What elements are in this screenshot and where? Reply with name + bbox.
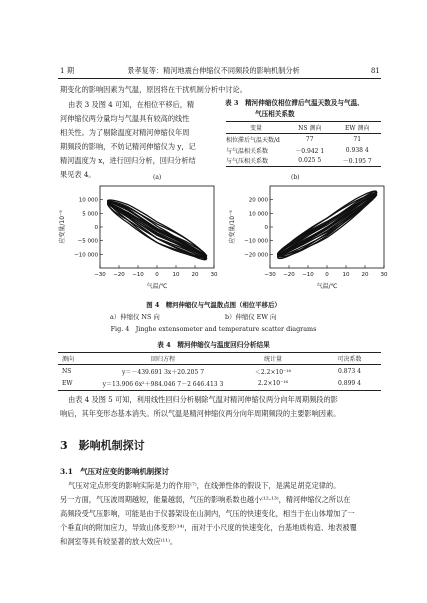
table3-cell: 与气压相关系数 (226, 158, 269, 166)
y-tick-label: 10 000 (78, 197, 98, 204)
table3-header-ns: NS 测向 (298, 125, 322, 132)
para-31-line-2: 高频段受气压影响，可能是由于仪器架设在山洞内，气压的快速变化，相当于在山体增加了一 (60, 509, 355, 518)
y-tick-label: 0 (264, 225, 268, 231)
figure4-sub-a: a）伸缩仪 NS 向 (110, 313, 160, 321)
table3-title-line-1: 气压相关系数 (255, 110, 295, 118)
y-tick-label: 10 000 (248, 211, 268, 218)
figure4-caption-cn: 图 4 精河伸缩仪与气温散点图（相位平移后） (146, 301, 281, 309)
para-31-line-0: 气压对定点形变的影响实际是力的作用⁽⁷⁾，在线弹性体的假设下，是满足胡克定律的。 (68, 481, 341, 490)
intro-line-2: 河伸缩仪两分量均与气温具有较高的线性 (60, 114, 190, 123)
y-tick-label: 20 000 (248, 197, 268, 204)
x-tick-label: 0 (155, 272, 159, 278)
table4-cell: NS (62, 367, 72, 375)
y-tick-label: 0 (94, 225, 98, 231)
scatter-chart-b (226, 180, 396, 298)
para-after-line-1: 响后，其年变形态基本消失。所以气温是精河伸缩仪两分向年周期频段的主要影响因素。 (60, 409, 341, 418)
intro-line-1: 由表 3 及图 4 可知，在相位平移后，精 (68, 100, 195, 109)
x-tick-label: −10 (302, 272, 314, 278)
table3-cell: 相位滞后气温天数/d (226, 136, 280, 144)
y-tick-label: −10 000 (244, 238, 268, 245)
intro-line-3: 相关性。为了剔除温度对精河伸缩仪年周 (60, 128, 190, 137)
y-axis-label: 应变量/10⁻⁹ (229, 210, 236, 244)
table3-title-line-0: 表 3 精河伸缩仪相位滞后气温天数及与气温、 (225, 99, 364, 107)
section-3-1-heading: 3.1 气压对应变的影响机制探讨 (60, 467, 169, 476)
table4-cell: ＜2.2×10⁻¹⁶ (254, 368, 292, 376)
table3-cell: －0.195 7 (342, 158, 372, 166)
table3-cell: 与气温相关系数 (226, 147, 269, 155)
scatter-loop (278, 195, 377, 257)
header-title: 景孝复等：精河地震台伸缩仪不同频段的影响机制分析 (127, 66, 300, 75)
x-tick-label: −20 (283, 272, 295, 278)
x-tick-label: 10 (172, 272, 180, 278)
table4-cell: y＝－439.691 3x＋20.205 7 (121, 368, 205, 376)
table3-cell: 71 (353, 135, 362, 143)
para-31-line-4: 和洞室等具有较显著的放大效应⁽¹¹⁾。 (60, 537, 178, 546)
x-tick-label: 20 (191, 272, 199, 278)
panel-a-label: (a) (153, 174, 162, 181)
para-31-line-3: 个垂直向的附加应力，导致山体变形⁽¹⁴⁾，而对于小尺度的快速变化，台基地质构造、地表被覆 (60, 523, 357, 532)
x-tick-label: 30 (380, 272, 388, 278)
intro-line-0: 期变化的影响因素为气温，原因将在干扰机制分析中讨论。 (60, 85, 247, 94)
y-tick-label: −10 000 (74, 252, 98, 259)
table4-header-statistic: 统计量 (263, 356, 282, 363)
table4-header-equation: 回归方程 (150, 356, 175, 363)
table4-title: 表 4 精河伸缩仪与温度回归分析结果 (157, 341, 270, 349)
table3-cell: －0.942 1 (295, 147, 325, 155)
x-tick-label: −20 (113, 272, 125, 278)
scatter-chart-a (56, 180, 226, 298)
x-tick-label: −10 (132, 272, 144, 278)
x-tick-label: −30 (94, 272, 106, 278)
x-axis-label: 气温/℃ (316, 283, 338, 290)
x-tick-label: 20 (361, 272, 369, 278)
table4-cell: 0.899 4 (338, 380, 361, 388)
header-rule (58, 78, 381, 79)
header-issue: 1 期 (60, 66, 75, 75)
intro-line-4: 期频段的影响，不妨记精河伸缩仪为 y，记 (60, 142, 196, 151)
table3-cell: 0.025 5 (298, 157, 322, 165)
table4-cell: EW (62, 380, 73, 388)
table4-cell: y＝13.906 6x²＋984.046 7－2 646.413 3 (102, 381, 224, 389)
table3-cell: 0.938 4 (345, 146, 369, 154)
table3-header-variable: 变量 (249, 125, 262, 132)
para-after-line-0: 由表 4 及图 5 可知，利用线性回归分析剔除气温对精河伸缩仪两分向年周期频段的影 (68, 395, 338, 404)
x-tick-label: 30 (210, 272, 218, 278)
intro-line-6: 果见表 4。 (60, 170, 96, 179)
table3-header-ew: EW 测向 (345, 125, 370, 132)
table4-header-direction: 测向 (62, 356, 75, 363)
y-tick-label: −5 000 (77, 238, 98, 245)
x-tick-label: −30 (264, 272, 276, 278)
table4-cell: 2.2×10⁻¹⁶ (257, 380, 289, 388)
y-axis-label: 应变量/10⁻⁹ (59, 210, 66, 244)
figure4-sub-b: b）伸缩仪 EW 向 (225, 313, 277, 321)
header-page-number: 81 (370, 66, 380, 75)
table4-header-r2: 可决系数 (337, 356, 362, 363)
table4 (58, 352, 381, 391)
x-tick-label: 0 (325, 272, 329, 278)
x-axis-label: 气温/℃ (146, 283, 168, 290)
section-3-heading: 3 影响机制探讨 (60, 439, 145, 452)
para-31-line-1: 另一方面，气压波周期越短，能量越弱，气压的影响系数也越小⁽¹²·¹³⁾，精河伸缩仪之所以在 (60, 495, 351, 504)
table3-cell: 77 (305, 135, 314, 143)
table4-cell: 0.873 4 (338, 367, 361, 375)
x-tick-label: 10 (342, 272, 350, 278)
intro-line-5: 精河温度为 x，进行回归分析，回归分析结 (60, 156, 196, 165)
y-tick-label: 5 000 (82, 211, 98, 218)
figure4-caption-en: Fig. 4 Jinghe extensometer and temperature scatter diagrams (110, 325, 317, 333)
table3 (226, 121, 381, 167)
y-tick-label: −20 000 (244, 252, 268, 259)
panel-b-label: (b) (291, 174, 300, 181)
